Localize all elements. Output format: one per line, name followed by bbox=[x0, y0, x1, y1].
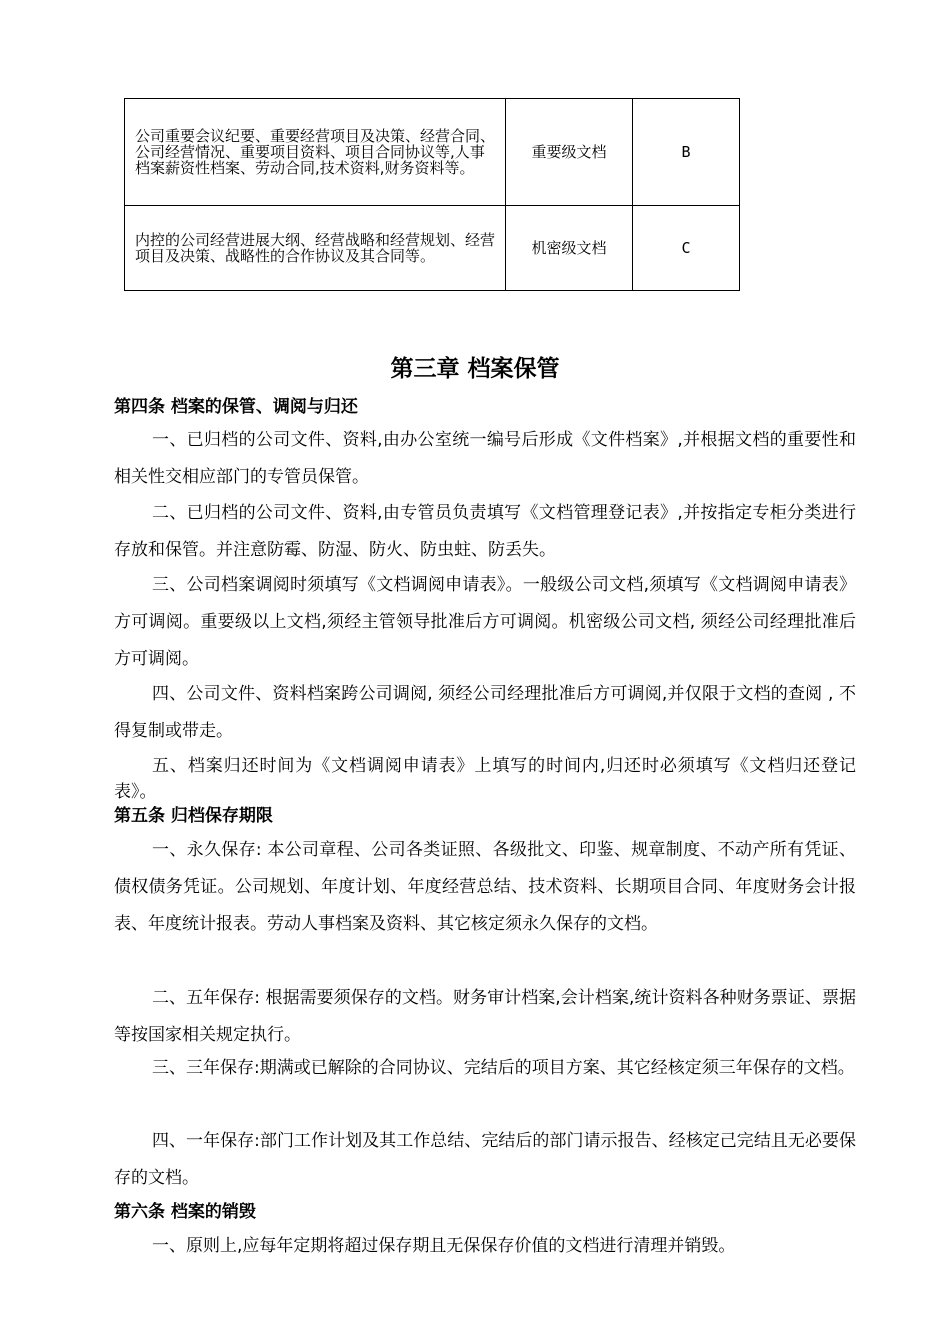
article-6-paragraph-1: 一、原则上,应每年定期将超过保存期且无保保存价值的文档进行清理并销毁。 bbox=[152, 1236, 736, 1256]
article-5-title: 第五条 归档保存期限 bbox=[114, 806, 273, 826]
article-4-paragraph-3: 三、公司档案调阅时须填写《文档调阅申请表》。一般级公司文档,须填写《文档调阅申请表》方可调阅。重要级以上文档,须经主管领导批准后方可调阅。机密级公司文档, 须经公司经理批准后方可调阅。 bbox=[114, 575, 856, 669]
article-4-title: 第四条 档案的保管、调阅与归还 bbox=[114, 397, 358, 417]
article-5-paragraph-4: 四、一年保存:部门工作计划及其工作总结、完结后的部门请示报告、经核定己完结且无必要保存的文档。 bbox=[114, 1131, 856, 1188]
table-cell-code: B bbox=[633, 99, 740, 206]
table-cell-level: 机密级文档 bbox=[506, 206, 633, 291]
table-row bbox=[125, 99, 740, 206]
chapter-title: 第三章 档案保管 bbox=[390, 356, 560, 382]
article-4-paragraph-2: 二、已归档的公司文件、资料,由专管员负责填写《文档管理登记表》,并按指定专柜分类进行存放和保管。并注意防霉、防湿、防火、防虫蛀、防丢失。 bbox=[114, 503, 856, 560]
article-5-paragraph-3: 三、三年保存:期满或已解除的合同协议、完结后的项目方案、其它经核定须三年保存的文档。 bbox=[152, 1058, 855, 1078]
table-cell-description: 内控的公司经营进展大纲、经营战略和经营规划、经营项目及决策、战略性的合作协议及其合同等。 bbox=[125, 206, 506, 291]
article-5-paragraph-2: 二、五年保存: 根据需要须保存的文档。财务审计档案,会计档案,统计资料各种财务票证、票据等按国家相关规定执行。 bbox=[114, 988, 856, 1045]
table-row bbox=[125, 206, 740, 291]
article-4-paragraph-1: 一、已归档的公司文件、资料,由办公室统一编号后形成《文件档案》,并根据文档的重要性和相关性交相应部门的专管员保管。 bbox=[114, 430, 856, 487]
article-4-paragraph-5: 五、档案归还时间为《文档调阅申请表》上填写的时间内,归还时必须填写《文档归还登记表》。 bbox=[114, 756, 856, 802]
article-5-paragraph-1: 一、永久保存: 本公司章程、公司各类证照、各级批文、印鉴、规章制度、不动产所有凭证、债权债务凭证。公司规划、年度计划、年度经营总结、技术资料、长期项目合同、年度财务会计报表、年度统计报表。劳动人事档案及资料、其它核定须永久保存的文档。 bbox=[114, 840, 856, 934]
table-cell-code: C bbox=[633, 206, 740, 291]
article-4-paragraph-4: 四、公司文件、资料档案跨公司调阅, 须经公司经理批准后方可调阅,并仅限于文档的查阅 , 不得复制或带走。 bbox=[114, 684, 856, 741]
table-cell-level: 重要级文档 bbox=[506, 99, 633, 206]
classification-table bbox=[124, 98, 740, 291]
table-cell-description: 公司重要会议纪要、重要经营项目及决策、经营合同、公司经营情况、重要项目资料、项目合同协议等,人事档案薪资性档案、劳动合同,技术资料,财务资料等。 bbox=[125, 99, 506, 206]
article-6-title: 第六条 档案的销毁 bbox=[114, 1202, 256, 1222]
